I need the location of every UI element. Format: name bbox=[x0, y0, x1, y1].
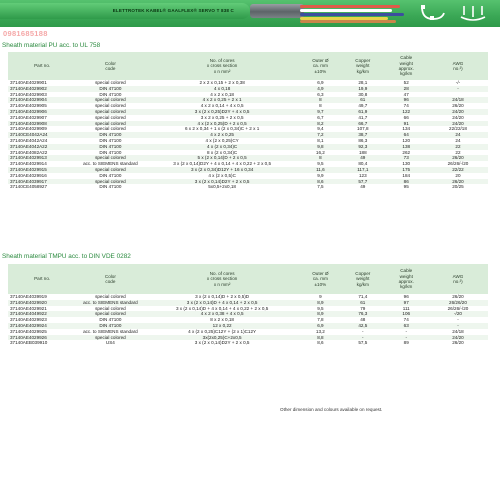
header-copper-weight: Copper weight kg/km bbox=[341, 52, 384, 80]
cell-color-code: special colored bbox=[76, 179, 144, 185]
header-copper-weight: Copper weight kg/km bbox=[341, 264, 384, 294]
cell-awg: 24 bbox=[455, 137, 461, 143]
cell-part-no: 37140AE4039917 bbox=[8, 179, 76, 185]
cell-outer-diameter: 8 bbox=[300, 155, 341, 161]
cell-awg: 24/20 bbox=[428, 121, 488, 127]
cell-color-code: acc. to SIEMENS standard bbox=[83, 328, 138, 334]
cell-color-code: DIN 47100 bbox=[99, 137, 122, 143]
cell-awg: - bbox=[428, 323, 488, 329]
cell-part-no: 37140AE4029926 bbox=[8, 335, 76, 341]
cell-cores: 4 x (2 x 0,34)C bbox=[145, 144, 300, 150]
cell-copper-weight: 28,1 bbox=[358, 80, 368, 85]
cell-part-no: 37140AE4029923 bbox=[10, 317, 47, 323]
table-row bbox=[8, 184, 488, 190]
drag-chain-icon bbox=[420, 3, 446, 23]
cell-color-code: DIN 47100 bbox=[99, 91, 122, 97]
cell-awg: -/20 bbox=[428, 311, 488, 317]
cell-outer-diameter: 9,5 bbox=[317, 305, 324, 311]
cell-copper-weight: 30,8 bbox=[358, 91, 368, 97]
cell-cores: 12 x 0,22 bbox=[145, 323, 300, 329]
cell-outer-diameter: 8 bbox=[319, 103, 322, 109]
cell-part-no: 37140AE4029904 bbox=[8, 97, 76, 103]
cell-color-code: special colored bbox=[76, 167, 144, 173]
cell-copper-weight: 61 bbox=[341, 97, 384, 103]
cell-part-no: 37140AE4029906 bbox=[8, 109, 76, 115]
cell-cable-weight: 73 bbox=[385, 155, 428, 161]
cell-cores: 4 x 2 x 0,14 + 4 x 0,5 bbox=[200, 103, 244, 109]
header-cores: No. of cores x cross section x n mm² bbox=[145, 264, 300, 294]
cell-copper-weight: 57,5 bbox=[358, 340, 368, 346]
cell-part-no: 37140AE4029901 bbox=[10, 80, 47, 85]
cell-awg: - bbox=[428, 86, 488, 92]
cable-wires bbox=[300, 2, 410, 24]
cell-part-no: 37140AE4029920 bbox=[8, 300, 76, 306]
cell-outer-diameter: 13,2 bbox=[315, 328, 325, 334]
cable-jacket bbox=[250, 4, 304, 18]
cell-copper-weight: 80,4 bbox=[358, 161, 368, 167]
cell-cable-weight: - bbox=[385, 335, 428, 341]
header-outer-diameter: Outer Ø ca. mm ±10% bbox=[300, 52, 341, 80]
cell-cores: 6 x 2 x 0,34 + 1 x (2 x 0,34)C + 2 x 1 bbox=[184, 126, 260, 132]
cell-copper-weight: 49 bbox=[341, 155, 384, 161]
cell-color-code: DIN 47100 bbox=[76, 144, 144, 150]
cell-color-code: special colored bbox=[76, 335, 144, 341]
cell-copper-weight: 79 bbox=[360, 305, 366, 311]
cell-awg: 24/18 bbox=[452, 328, 464, 334]
cell-color-code: DIN 47100 bbox=[99, 149, 122, 155]
spec-table-pu bbox=[8, 52, 488, 190]
cell-part-no: 37140AE4029909 bbox=[10, 126, 47, 132]
cell-awg: 22 bbox=[428, 144, 488, 150]
cell-awg: 24 bbox=[428, 132, 488, 138]
header-cable-weight: Cable weight approx. kg/km bbox=[385, 264, 428, 294]
cell-copper-weight: 49 bbox=[360, 184, 366, 190]
cell-cable-weight: 175 bbox=[385, 167, 428, 173]
cell-cable-weight: 122 bbox=[385, 109, 428, 115]
header-awg: AWG no.²) bbox=[428, 52, 488, 80]
header-part-no: Part no. bbox=[8, 264, 76, 294]
cell-color-code: special colored bbox=[95, 114, 126, 120]
cell-awg: -/- bbox=[455, 80, 461, 85]
cell-cores: 4 x (2 x 0,5)C bbox=[208, 172, 236, 178]
header-cores: No. of cores x cross section x n mm² bbox=[145, 52, 300, 80]
cell-outer-diameter: 9,9 bbox=[317, 172, 324, 178]
cell-cores: 3 x (2 x 0,14)D + 4 x 0,14 + 4 x 0,22 + 2 x 0,5 bbox=[175, 305, 269, 311]
cell-part-no: 37140AE4029925 bbox=[10, 328, 47, 334]
hook-symbol-icon bbox=[456, 3, 490, 23]
header-outer-diameter: Outer Ø ca. mm ±10% bbox=[300, 264, 341, 294]
header-color-code: Color code bbox=[76, 52, 144, 80]
cell-cores: 3 x (2 x 0,14)D2Y + 2 x 0,5 bbox=[145, 179, 300, 185]
cell-cable-weight: 262 bbox=[402, 149, 411, 155]
cell-awg: - bbox=[457, 317, 459, 323]
cell-cores: 3 x 2 x 0,25 + 2 x 0,5 bbox=[200, 114, 244, 120]
cell-color-code: US4 bbox=[105, 340, 115, 346]
cell-cable-weight: 96 bbox=[403, 294, 409, 299]
cell-part-no: 37140AE4029905 bbox=[10, 103, 47, 109]
cell-outer-diameter: 7,2 bbox=[300, 132, 341, 138]
cell-part-no: 37140CE4042A24 bbox=[8, 132, 76, 138]
cell-awg: 26/20 bbox=[452, 294, 464, 299]
cell-awg: 24/18 bbox=[428, 97, 488, 103]
footnote: Other dimension and colours available on request. bbox=[280, 407, 383, 412]
cable-print-label: ELETTROTEK KABEL® GAALFLEX® SERVO T 838 C bbox=[0, 3, 250, 19]
cell-part-no: 37140AE4029908 bbox=[8, 121, 76, 127]
cell-cores: 3 x (2 x 0,14)D + 4 x 0,14 + 2 x 0,5 bbox=[145, 300, 300, 306]
cell-copper-weight: 19,9 bbox=[341, 86, 384, 92]
cell-outer-diameter: 16,2 bbox=[315, 149, 325, 155]
cell-awg: 22/22 bbox=[428, 167, 488, 173]
cell-cores: 4 x 0,18 bbox=[145, 86, 300, 92]
cell-part-no: 37140AE4029924 bbox=[8, 323, 76, 329]
cell-color-code: DIN 47100 bbox=[99, 184, 122, 190]
cell-color-code: special colored bbox=[76, 155, 144, 161]
cell-cores: 4 x 2 x 0,18 bbox=[210, 91, 234, 97]
cell-awg: 22 bbox=[455, 149, 461, 155]
cell-copper-weight: 107,8 bbox=[357, 126, 369, 132]
cell-outer-diameter: 11,6 bbox=[300, 167, 341, 173]
cell-copper-weight: 57,7 bbox=[341, 179, 384, 185]
cell-copper-weight: 61,9 bbox=[341, 109, 384, 115]
cell-cable-weight: 134 bbox=[402, 126, 411, 132]
cell-color-code: special colored bbox=[76, 311, 144, 317]
cell-awg: 26/20 bbox=[428, 179, 488, 185]
cell-copper-weight: 86,3 bbox=[358, 137, 368, 143]
cell-part-no: 37140AE4029914 bbox=[10, 161, 47, 167]
cell-cores: 4 x (2 x 0,25)CY bbox=[205, 137, 239, 143]
cell-copper-weight: 123 bbox=[358, 172, 367, 178]
cell-part-no: 37140AE4042A22 bbox=[8, 144, 76, 150]
cell-copper-weight: 76,3 bbox=[341, 311, 384, 317]
cell-cable-weight: 52 bbox=[403, 80, 409, 85]
watermark-phone: 0981685188 bbox=[3, 29, 48, 38]
cell-awg: 20 bbox=[455, 172, 461, 178]
cell-awg: 26/26/20 bbox=[428, 300, 488, 306]
table-row bbox=[8, 340, 488, 346]
cell-cable-weight: 64 bbox=[385, 132, 428, 138]
cell-outer-diameter: 6,7 bbox=[317, 114, 324, 120]
cell-color-code: special colored bbox=[76, 97, 144, 103]
cell-cores: 3 x (2 x 0,34)D12Y + 16 x 0,34 bbox=[145, 167, 300, 173]
cell-outer-diameter: 6,9 bbox=[317, 80, 324, 85]
cell-part-no: 37140AE4029902 bbox=[8, 86, 76, 92]
cell-copper-weight: 38,7 bbox=[341, 132, 384, 138]
cell-awg: 26/26/-/20 bbox=[447, 305, 469, 311]
cell-color-code: special colored bbox=[76, 109, 144, 115]
cell-awg: 26/20 bbox=[452, 103, 464, 109]
cell-copper-weight: 92,3 bbox=[341, 144, 384, 150]
cell-cable-weight: 74 bbox=[403, 317, 409, 323]
cell-outer-diameter: 9,4 bbox=[317, 126, 324, 132]
cell-outer-diameter: 8,9 bbox=[300, 311, 341, 317]
cell-copper-weight: 49,7 bbox=[358, 103, 368, 109]
cell-copper-weight: 61 bbox=[341, 300, 384, 306]
cell-color-code: DIN 47100 bbox=[76, 323, 144, 329]
cell-cable-weight: 111 bbox=[402, 305, 410, 311]
cell-part-no: 37140AE4039919 bbox=[10, 294, 47, 299]
cell-color-code: special colored bbox=[95, 80, 126, 85]
spec-table-tmpu bbox=[8, 264, 488, 346]
cell-cores: 4 x (2 x 0,25)C12Y + (2 x 1)C12Y bbox=[188, 328, 257, 334]
cell-outer-diameter: 8,2 bbox=[300, 121, 341, 127]
cell-cable-weight: 96 bbox=[385, 97, 428, 103]
cell-color-code: special colored bbox=[95, 294, 126, 299]
cell-outer-diameter: 4,9 bbox=[300, 86, 341, 92]
cell-cores: 8 x (2 x 0,34)C bbox=[207, 149, 238, 155]
cell-cable-weight: 106 bbox=[385, 311, 428, 317]
cell-cable-weight: - bbox=[405, 328, 407, 334]
section-title-tmpu: Sheath material TMPU acc. to DIN VDE 0282 bbox=[2, 253, 131, 260]
cell-part-no: 37140AE4029916 bbox=[10, 172, 47, 178]
cell-outer-diameter: 8,9 bbox=[300, 300, 341, 306]
cell-color-code: special colored bbox=[95, 126, 126, 132]
cell-outer-diameter: 9,7 bbox=[300, 109, 341, 115]
cell-outer-diameter: 9,5 bbox=[317, 161, 324, 167]
cell-color-code: special colored bbox=[76, 121, 144, 127]
cell-cable-weight: 97 bbox=[385, 300, 428, 306]
cell-cable-weight: 95 bbox=[403, 184, 409, 190]
cell-part-no: 37140AE4029903 bbox=[10, 91, 47, 97]
cell-color-code: acc. to SIEMENS standard bbox=[83, 161, 138, 167]
cell-cores: 3x(2x0,25)C+2x0,5 bbox=[145, 335, 300, 341]
cable-banner bbox=[0, 0, 500, 27]
cell-color-code: DIN 47100 bbox=[99, 317, 122, 323]
cell-part-no: 37140AE4049922 bbox=[8, 311, 76, 317]
cell-cores: 3 x (2 x 0,25)D2Y + 4 x 0,5 bbox=[145, 109, 300, 115]
cell-outer-diameter: 9,8 bbox=[300, 144, 341, 150]
cell-cores: 2 x 2 x 0,15 + 2 x 0,38 bbox=[199, 80, 245, 85]
cell-copper-weight: - bbox=[341, 335, 384, 341]
cell-awg: 26/20 bbox=[428, 155, 488, 161]
cell-part-no: 37140AE4029921 bbox=[10, 305, 47, 311]
cell-cores: 3 x (2 x 0,14)D2Y + 4 x 0,14 + 4 x 0,22 + 2 x 0,5 bbox=[173, 161, 272, 167]
cell-color-code: DIN 47100 bbox=[76, 86, 144, 92]
header-awg: AWG no.²) bbox=[428, 264, 488, 294]
cell-outer-diameter: 8,6 bbox=[317, 340, 324, 346]
cell-outer-diameter: 8,8 bbox=[300, 335, 341, 341]
cell-cable-weight: 89 bbox=[403, 340, 409, 346]
cell-cores: 8 x 2 x 0,18 bbox=[210, 317, 234, 323]
cell-cable-weight: 28 bbox=[385, 86, 428, 92]
cell-awg: 24/20 bbox=[428, 335, 488, 341]
cell-awg: 24/20 bbox=[428, 109, 488, 115]
cell-copper-weight: 48 bbox=[360, 317, 366, 323]
cell-outer-diameter: 6,3 bbox=[317, 91, 324, 97]
cell-outer-diameter: 7,5 bbox=[317, 184, 324, 190]
cell-part-no: 37140AE4029915 bbox=[8, 167, 76, 173]
cell-cores: 4 x 2 x 0,38 + 4 x 0,5 bbox=[145, 311, 300, 317]
cell-color-code: special colored bbox=[95, 103, 126, 109]
cell-cores: 4 x (2 x 0,25)D + 2 x 0,5 bbox=[145, 121, 300, 127]
cell-cable-weight: 63 bbox=[385, 323, 428, 329]
cell-cable-weight: 91 bbox=[385, 121, 428, 127]
cell-copper-weight: 117,1 bbox=[341, 167, 384, 173]
cell-color-code: acc. to SIEMENS standard bbox=[76, 300, 144, 306]
cell-cores: 5 x (2 x 0,14)D + 2 x 0,5 bbox=[145, 155, 300, 161]
cell-awg: 22/22/18 bbox=[449, 126, 467, 132]
cell-copper-weight: 41,7 bbox=[358, 114, 368, 120]
section-title-pu: Sheath material PU acc. to UL 758 bbox=[2, 42, 101, 49]
cell-outer-diameter: 7,8 bbox=[317, 317, 324, 323]
cell-part-no: 37140AE4042A24 bbox=[10, 137, 48, 143]
cell-part-no: 37140AE4029907 bbox=[10, 114, 47, 120]
cell-cores: 3 x (2 x 0,14)D2Y + 2 x 0,5 bbox=[194, 340, 250, 346]
cell-outer-diameter: 6,9 bbox=[300, 323, 341, 329]
cell-copper-weight: 71,4 bbox=[358, 294, 368, 299]
cell-part-no: 37140AE4029913 bbox=[8, 155, 76, 161]
cell-cores: 5x0,5+2x0,18 bbox=[208, 184, 236, 190]
cell-copper-weight: 66,7 bbox=[341, 121, 384, 127]
cell-cores: 4 x 2 x 0,25 bbox=[145, 132, 300, 138]
header-part-no: Part no. bbox=[8, 52, 76, 80]
cell-color-code: DIN 47100 bbox=[76, 132, 144, 138]
cell-awg: 26/20 bbox=[452, 340, 464, 346]
cell-outer-diameter: 8 bbox=[300, 97, 341, 103]
cell-outer-diameter: 9 bbox=[319, 294, 322, 299]
cell-copper-weight: - bbox=[362, 328, 364, 334]
cell-cable-weight: 120 bbox=[402, 137, 411, 143]
cell-color-code: special colored bbox=[95, 305, 126, 311]
cell-outer-diameter: 8,1 bbox=[317, 137, 324, 143]
cell-part-no: 37140AE4082A22 bbox=[10, 149, 48, 155]
header-color-code: Color code bbox=[76, 264, 144, 294]
cell-copper-weight: 42,5 bbox=[341, 323, 384, 329]
cell-outer-diameter: 8,6 bbox=[300, 179, 341, 185]
cell-cable-weight: 74 bbox=[403, 103, 409, 109]
cell-cable-weight: 66 bbox=[403, 114, 409, 120]
cell-awg: 24/20 bbox=[452, 114, 464, 120]
cell-color-code: DIN 47100 bbox=[99, 172, 122, 178]
cell-cores: 3 x (2 x 0,14)D + 2 x 0,5)D bbox=[195, 294, 250, 299]
cell-part-no: 37140AEB039910 bbox=[10, 340, 48, 346]
cell-part-no: 37140CE4058927 bbox=[10, 184, 48, 190]
cell-cable-weight: 130 bbox=[402, 161, 411, 167]
cell-copper-weight: 188 bbox=[358, 149, 367, 155]
cell-cable-weight: 184 bbox=[402, 172, 411, 178]
cell-cable-weight: 86 bbox=[385, 179, 428, 185]
cell-awg: 20/25 bbox=[452, 184, 464, 190]
cell-cable-weight: 47 bbox=[403, 91, 409, 97]
cell-cable-weight: 138 bbox=[385, 144, 428, 150]
cell-awg: 26/26/-/20 bbox=[447, 161, 469, 167]
header-cable-weight: Cable weight approx. kg/km bbox=[385, 52, 428, 80]
cell-cores: 4 x 2 x 0,25 + 2 x 1 bbox=[145, 97, 300, 103]
